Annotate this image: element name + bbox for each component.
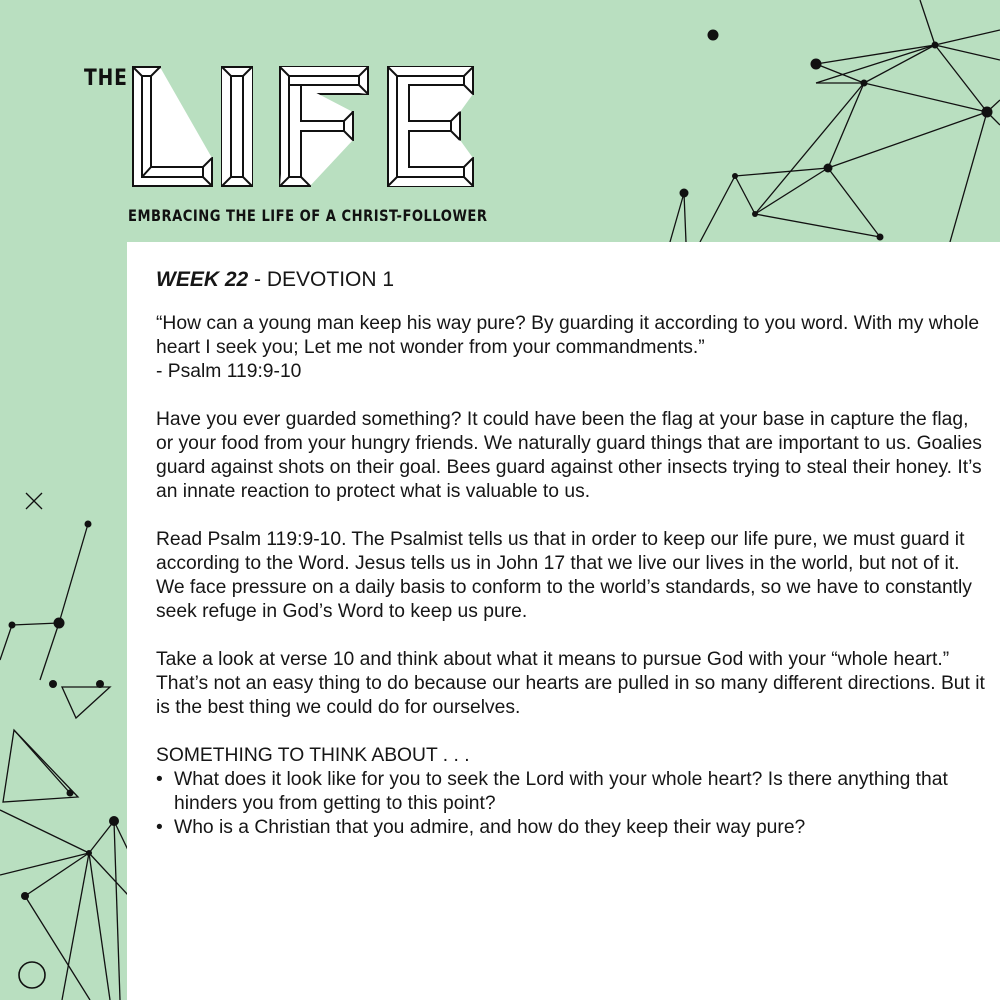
- constellation-top-right: [660, 0, 1000, 242]
- the-label: THE: [84, 66, 128, 91]
- devotion-heading: [156, 266, 986, 294]
- scripture-reference: - Psalm 119:9-10: [156, 361, 302, 382]
- logo-letter-l: [133, 67, 212, 186]
- logo-letter-i: [222, 67, 252, 186]
- scripture-block: [156, 312, 986, 384]
- question-item: [156, 768, 986, 816]
- scripture-quote: “How can a young man keep his way pure? By guarding it according to you word. With my whole heart I seek you; Let me not wonder from your commandments.”: [156, 313, 980, 358]
- logo-letter-f: [280, 67, 368, 186]
- bullet-icon: •: [156, 817, 163, 838]
- constellation-left: [0, 480, 128, 1000]
- question-text: Who is a Christian that you admire, and how do they keep their way pure?: [174, 817, 806, 838]
- devotion-label: - DEVOTION 1: [248, 268, 395, 291]
- tagline: EMBRACING THE LIFE OF A CHRIST-FOLLOWER: [128, 206, 488, 225]
- question-text: What does it look like for you to seek the Lord with your whole heart? Is there anything that hinders you from getting to this point?: [174, 769, 948, 814]
- logo-letter-e: [388, 67, 473, 186]
- week-label: WEEK 22: [156, 268, 249, 291]
- paragraph-1: Have you ever guarded something? It could have been the flag at your base in capture the flag, or your food from your hungry friends. We naturally guard things that are important to us. Goalies guard against shots on their goal. Bees guard against other insects trying to steal their honey. It’s an innate reaction to protect what is valuable to us.: [156, 409, 982, 502]
- life-logo: [128, 64, 478, 190]
- question-item: [156, 816, 986, 840]
- devotion-content: [156, 266, 986, 840]
- circle-outline-icon: [19, 962, 45, 988]
- paragraph-3: Take a look at verse 10 and think about what it means to pursue God with your “whole heart.” That’s not an easy thing to do because our hearts are pulled in so many different directions. But it is the best thing we could do for ourselves.: [156, 649, 985, 718]
- bullet-icon: •: [156, 769, 163, 790]
- think-heading: SOMETHING TO THINK ABOUT . . .: [156, 745, 470, 766]
- paragraph-2: Read Psalm 119:9-10. The Psalmist tells us that in order to keep our life pure, we must guard it according to the Word. Jesus tells us in John 17 that we live our lives in the world, but not of it. We face pressure on a daily basis to conform to the world’s standards, so we have to constantly seek refuge in God’s Word to keep us pure.: [156, 529, 972, 622]
- question-list: [156, 768, 986, 840]
